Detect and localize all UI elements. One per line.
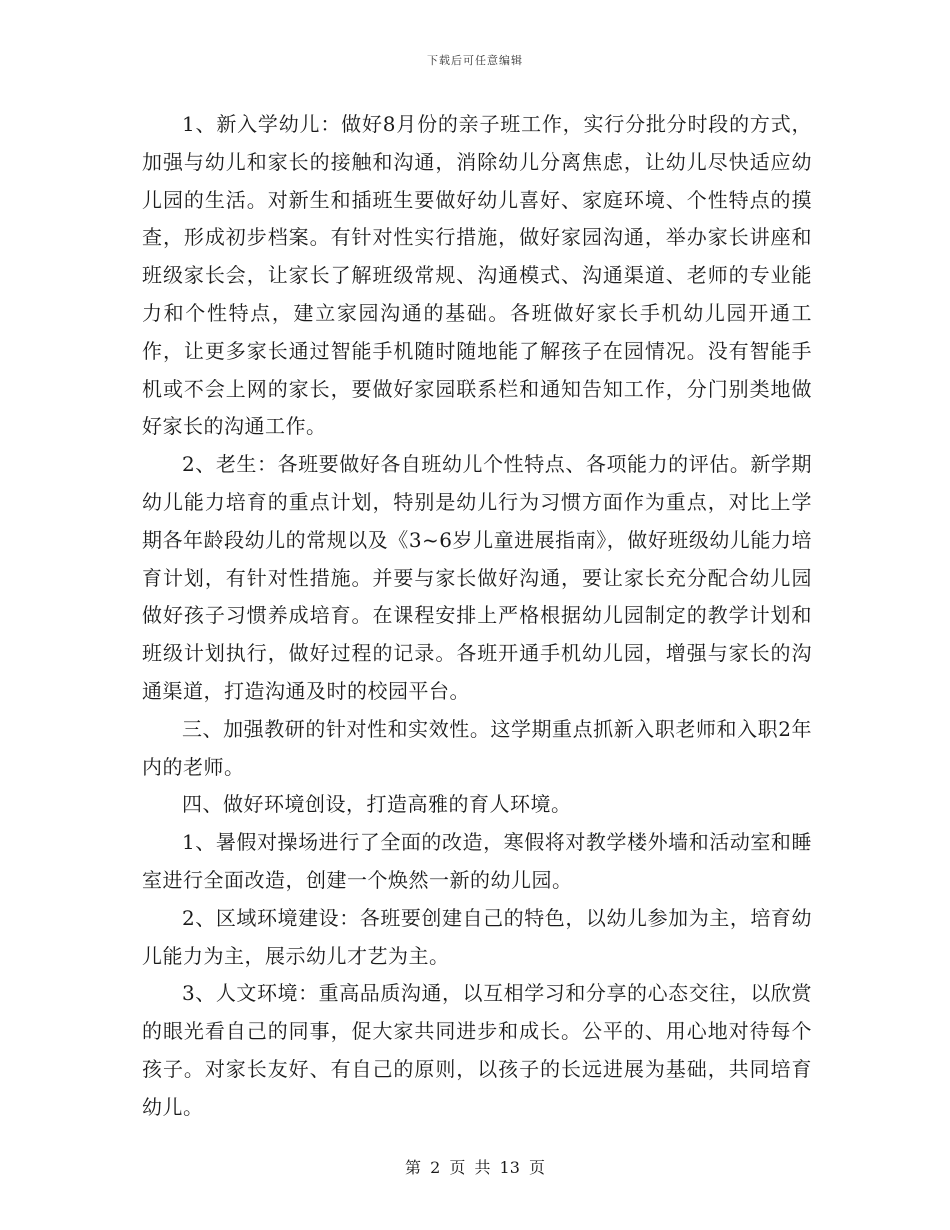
document-body [142, 106, 812, 1127]
paragraph-old-children: 2、老生：各班要做好各自班幼儿个性特点、各项能力的评估。新学期幼儿能力培育的重点计划，特别是幼儿行为习惯方面作为重点，对比上学期各年龄段幼儿的常规以及《3~6岁儿童进展指南》，做好班级幼儿能力培育计划，有针对性措施。并要与家长做好沟通，要让家长充分配合幼儿园做好孩子习惯养成培育。在课程安排上严格根据幼儿园制定的教学计划和班级计划执行，做好过程的记录。各班开通手机幼儿园，增强与家长的沟通渠道，打造沟通及时的校园平台。 [142, 452, 812, 703]
paragraph-humanistic-environment: 3、人文环境：重高品质沟通，以互相学习和分享的心态交往，以欣赏的眼光看自己的同事，促大家共同进步和成长。公平的、用心地对待每个孩子。对家长友好、有自己的原则，以孩子的长远进展为基础，共同培育幼儿。 [142, 981, 812, 1119]
page-header: 下载后可任意编辑 [427, 54, 523, 67]
page-number: 第 2 页 共 13 页 [405, 1158, 545, 1177]
paragraph-teaching-research: 三、加强教研的针对性和实效性。这学期重点抓新入职老师和入职2年内的老师。 [142, 716, 812, 779]
paragraph-environment-heading: 四、做好环境创设，打造高雅的育人环境。 [182, 792, 572, 817]
paragraph-area-environment: 2、区域环境建设：各班要创建自己的特色，以幼儿参加为主，培育幼儿能力为主，展示幼儿才艺为主。 [142, 905, 812, 968]
paragraph-new-children: 1、新入学幼儿：做好8月份的亲子班工作，实行分批分时段的方式，加强与幼儿和家长的接触和沟通，消除幼儿分离焦虑，让幼儿尽快适应幼儿园的生活。对新生和插班生要做好幼儿喜好、家庭环境、个性特点的摸查，形成初步档案。有针对性实行措施，做好家园沟通，举办家长讲座和班级家长会，让家长了解班级常规、沟通模式、沟通渠道、老师的专业能力和个性特点，建立家园沟通的基础。各班做好家长手机幼儿园开通工作，让更多家长通过智能手机随时随地能了解孩子在园情况。没有智能手机或不会上网的家长，要做好家园联系栏和通知告知工作，分门别类地做好家长的沟通工作。 [142, 112, 812, 439]
paragraph-renovation: 1、暑假对操场进行了全面的改造，寒假将对教学楼外墙和活动室和睡室进行全面改造，创建一个焕然一新的幼儿园。 [142, 830, 812, 892]
